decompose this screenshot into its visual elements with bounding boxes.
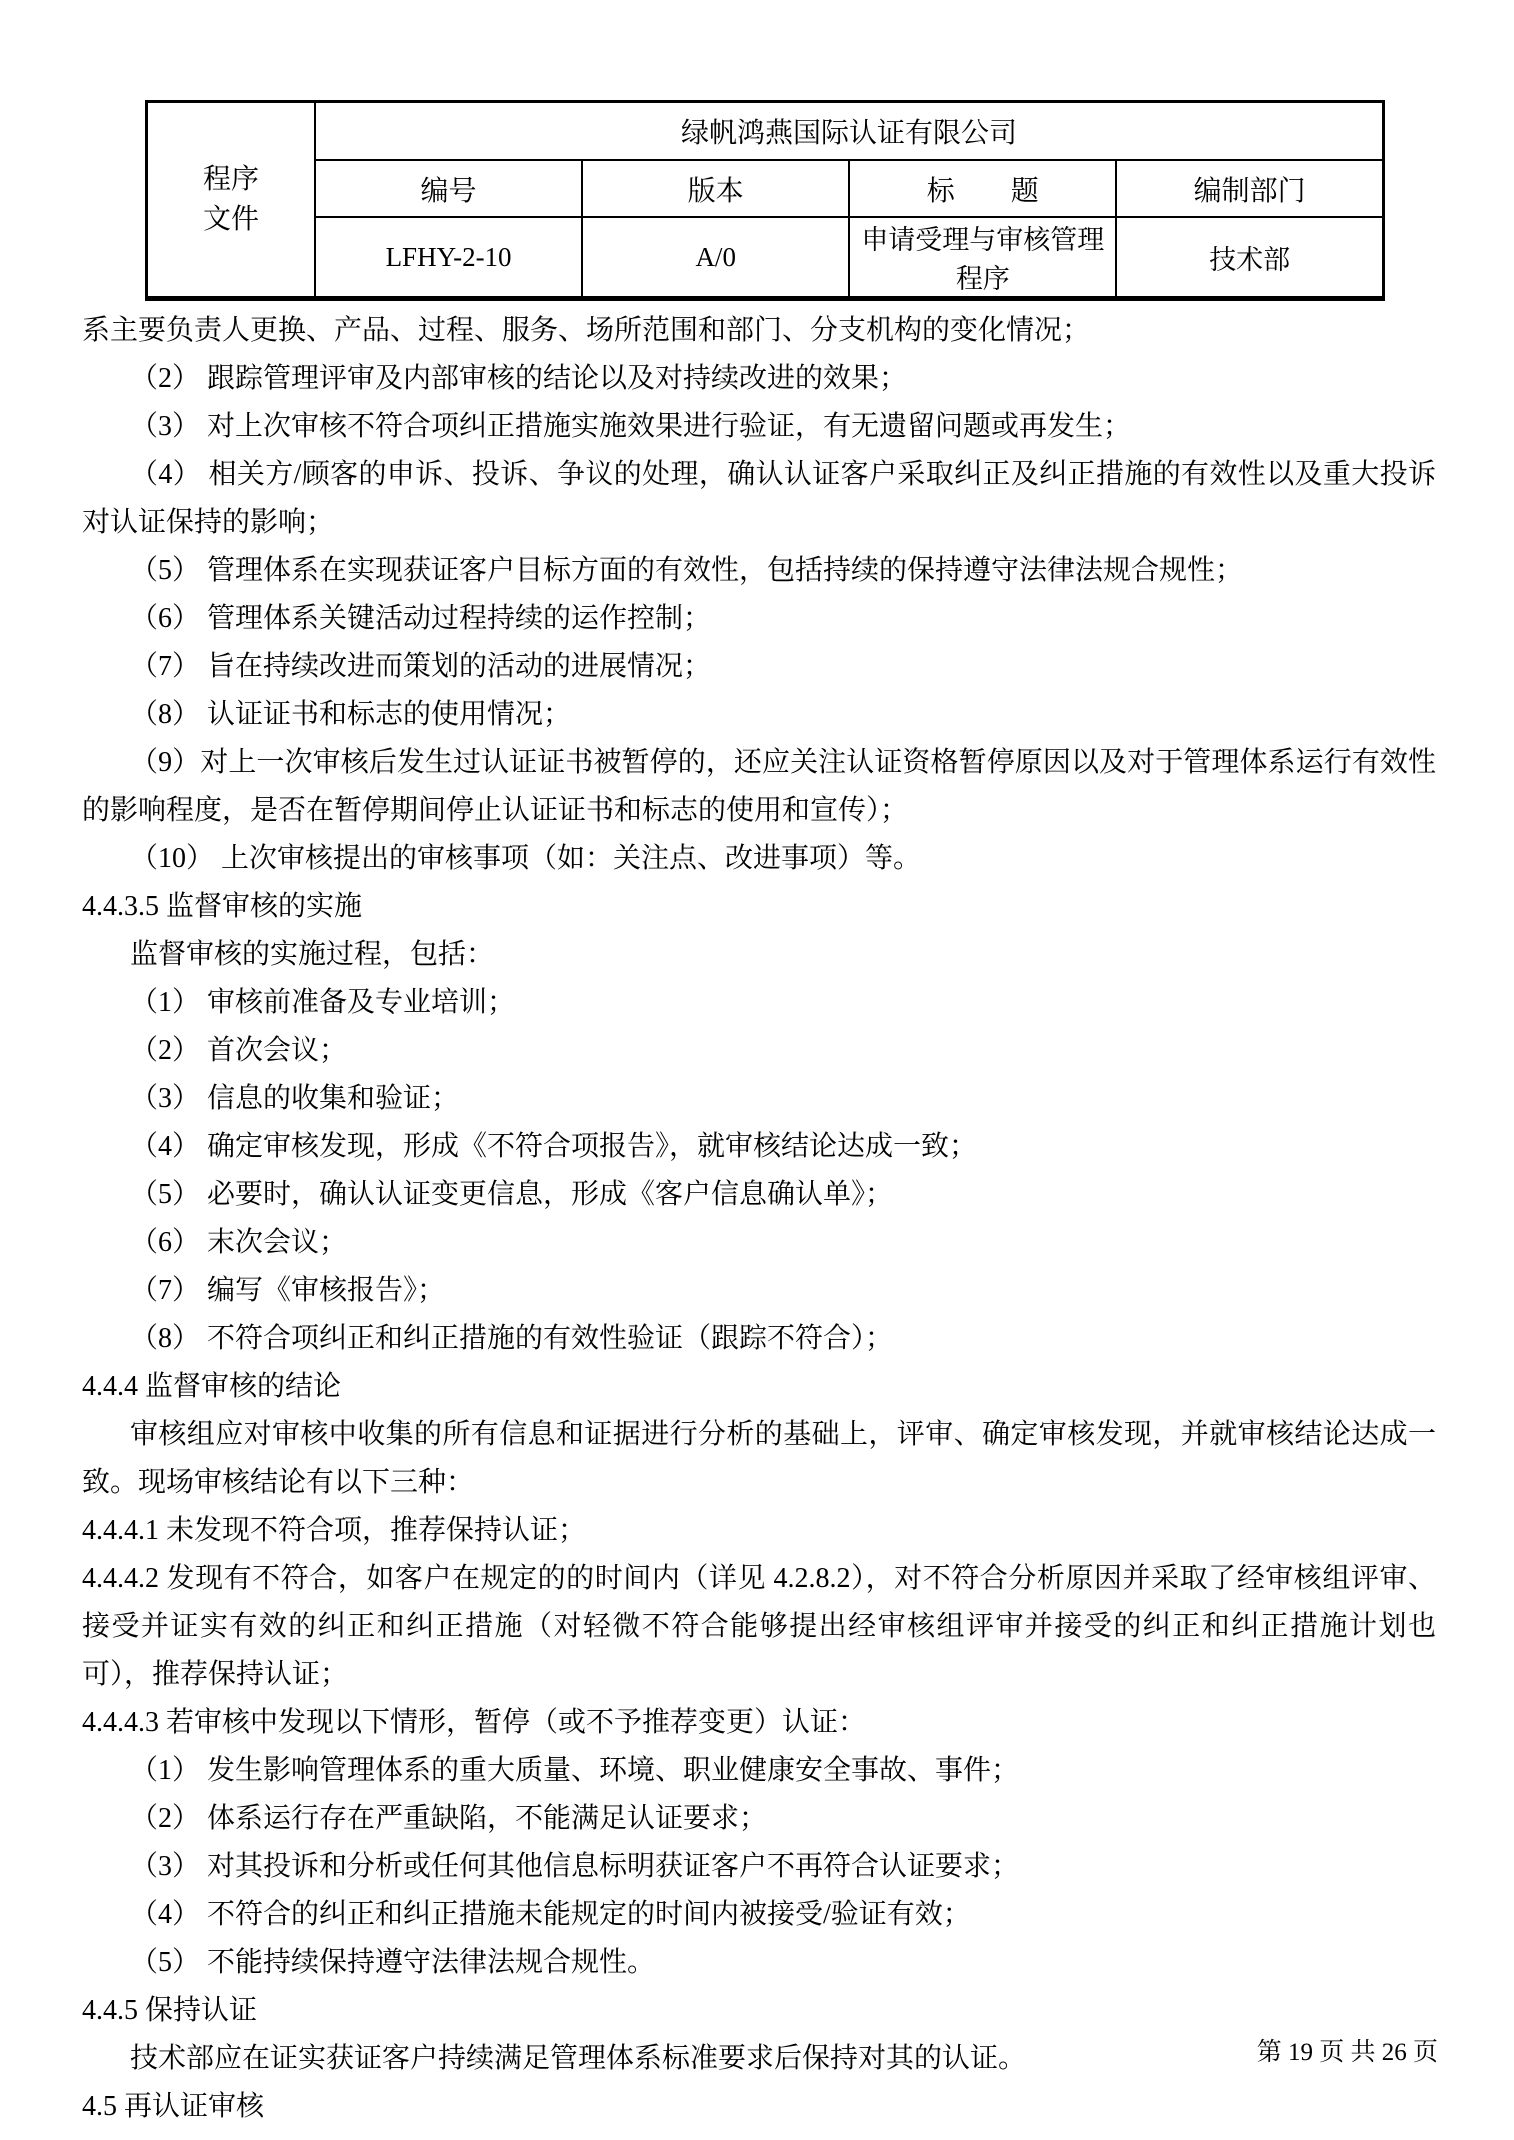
list-item: （7） 旨在持续改进而策划的活动的进展情况； (130, 651, 712, 682)
doc-title-value: 申请受理与审核管理程序 (849, 217, 1116, 299)
list-item: （3） 对上次审核不符合项纠正措施实施效果进行验证，有无遗留问题或再发生； (130, 411, 1132, 442)
list-item: （4） 不符合的纠正和纠正措施未能规定的时间内被接受/验证有效； (130, 1899, 971, 1930)
list-item: （9）对上一次审核后发生过认证证书被暂停的，还应关注认证资格暂停原因以及对于管理体系运行有效性的影响程度，是否在暂停期间停止认证证书和标志的使用和宣传）； (82, 747, 1436, 826)
list-item: （2） 体系运行存在严重缺陷，不能满足认证要求； (130, 1803, 768, 1834)
list-item: （4） 确定审核发现，形成《不符合项报告》，就审核结论达成一致； (130, 1131, 978, 1162)
doc-type-cell (147, 102, 316, 299)
list-item: （4） 相关方/顾客的申诉、投诉、争议的处理，确认认证客户采取纠正及纠正措施的有效性以及重大投诉对认证保持的影响； (82, 459, 1436, 538)
dept-label: 编制部门 (1116, 160, 1383, 217)
section-heading: 4.4.4.2 发现有不符合，如客户在规定的的时间内（详见 4.2.8.2），对不符合分析原因并采取了经审核组评审、接受并证实有效的纠正和纠正措施（对轻微不符合能够提出经审核组评审并接受的纠正和纠正措施计划也可），推荐保持认证； (82, 1563, 1436, 1690)
doc-number-value: LFHY-2-10 (315, 217, 582, 299)
paragraph-line: 技术部应在证实获证客户持续满足管理体系标准要求后保持对其的认证。 (130, 2043, 1027, 2074)
doc-version-value: A/0 (582, 217, 849, 299)
number-label: 编号 (315, 160, 582, 217)
list-item: （2） 首次会议； (130, 1035, 348, 1066)
header-values-row (147, 217, 1384, 299)
document-header-table (145, 100, 1385, 301)
list-item: （5） 必要时，确认认证变更信息，形成《客户信息确认单》； (130, 1179, 894, 1210)
list-item: （6） 末次会议； (130, 1227, 348, 1258)
doc-dept-value: 技术部 (1116, 217, 1383, 299)
list-item: （7） 编写《审核报告》； (130, 1275, 446, 1306)
page-content (82, 100, 1436, 2131)
list-item: （3） 对其投诉和分析或任何其他信息标明获证客户不再符合认证要求； (130, 1851, 1020, 1882)
body-text (82, 307, 1436, 2131)
version-label: 版本 (582, 160, 849, 217)
title-label: 标 题 (849, 160, 1116, 217)
section-heading: 4.5 再认证审核 (82, 2091, 265, 2122)
section-heading: 4.4.5 保持认证 (82, 1995, 258, 2026)
section-heading: 4.4.4 监督审核的结论 (82, 1371, 342, 1402)
header-labels-row (147, 160, 1384, 217)
list-item: （10） 上次审核提出的审核事项（如：关注点、改进事项）等。 (130, 843, 922, 874)
company-name: 绿帆鸿燕国际认证有限公司 (315, 102, 1384, 161)
list-item: （8） 认证证书和标志的使用情况； (130, 699, 572, 730)
list-item: （6） 管理体系关键活动过程持续的运作控制； (130, 603, 712, 634)
list-item: （3） 信息的收集和验证； (130, 1083, 460, 1114)
section-heading: 4.4.4.3 若审核中发现以下情形，暂停（或不予推荐变更）认证： (82, 1707, 867, 1738)
section-heading: 4.4.4.1 未发现不符合项，推荐保持认证； (82, 1515, 587, 1546)
list-item: （1） 发生影响管理体系的重大质量、环境、职业健康安全事故、事件； (130, 1755, 1020, 1786)
paragraph-line: 监督审核的实施过程，包括： (130, 939, 495, 970)
list-item: （1） 审核前准备及专业培训； (130, 987, 516, 1018)
list-item: （5） 不能持续保持遵守法律法规合规性。 (130, 1947, 656, 1978)
list-item: （5） 管理体系在实现获证客户目标方面的有效性，包括持续的保持遵守法律法规合规性； (130, 555, 1244, 586)
page-number: 第 19 页 共 26 页 (1256, 2039, 1438, 2066)
paragraph-line: 系主要负责人更换、产品、过程、服务、场所范围和部门、分支机构的变化情况； (82, 315, 1091, 346)
doc-type-label: 程序文件 (202, 163, 259, 235)
list-item: （8） 不符合项纠正和纠正措施的有效性验证（跟踪不符合）； (130, 1323, 894, 1354)
list-item: （2） 跟踪管理评审及内部审核的结论以及对持续改进的效果； (130, 363, 908, 394)
company-row (147, 102, 1384, 161)
section-heading: 4.4.3.5 监督审核的实施 (82, 891, 363, 922)
paragraph-line: 审核组应对审核中收集的所有信息和证据进行分析的基础上，评审、确定审核发现，并就审核结论达成一致。现场审核结论有以下三种： (82, 1419, 1436, 1498)
